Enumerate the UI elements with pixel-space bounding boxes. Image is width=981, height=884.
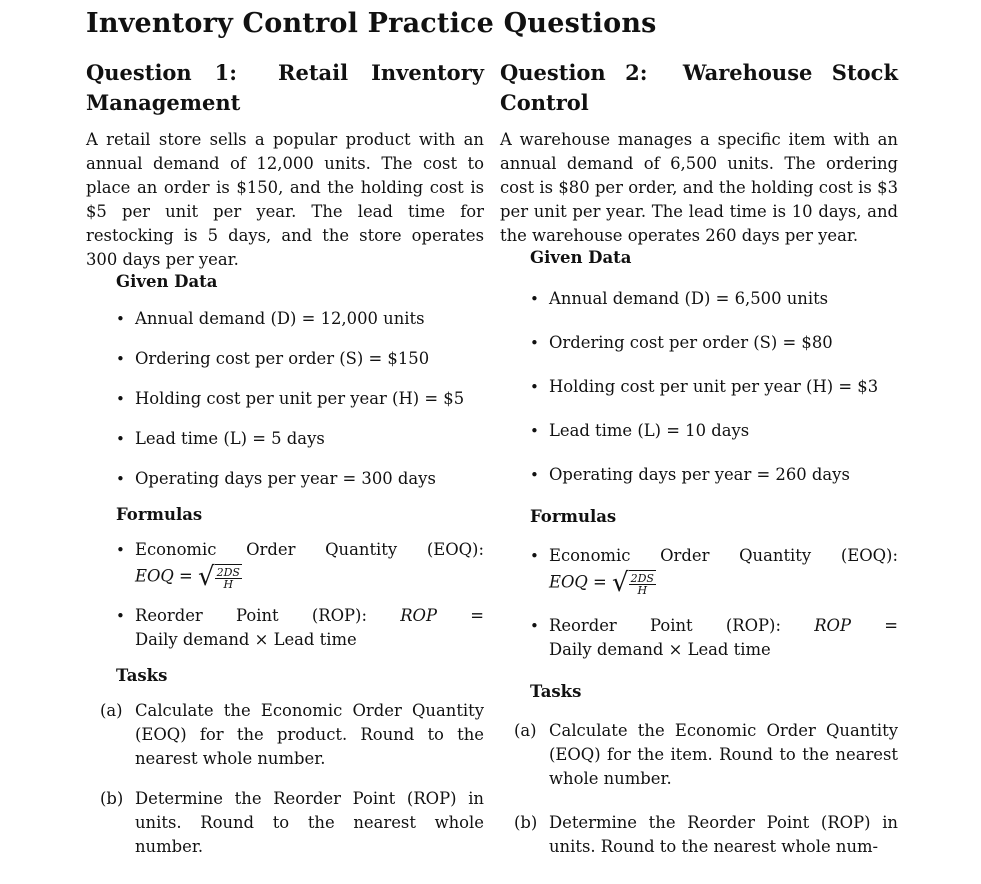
question-1-intro: A retail store sells a popular product with an annual demand of 12,000 units. The cost to place an order is $150, and the holding cost is $5 per unit per year. The lead time for restocking is 5 days, and the store operates 300 days per year. bbox=[86, 130, 484, 269]
heading-word: Question bbox=[86, 60, 192, 85]
formula-word: = bbox=[470, 606, 484, 625]
formula-word: = bbox=[884, 616, 898, 635]
given-data-heading: Given Data bbox=[530, 248, 632, 267]
formula-word: (EOQ): bbox=[840, 546, 898, 565]
formula-word: • Economic bbox=[135, 540, 217, 559]
heading-word: Question bbox=[500, 60, 606, 85]
formula-word: • Economic bbox=[549, 546, 631, 565]
eoq-formula bbox=[86, 538, 484, 590]
formula-word: (ROP): bbox=[725, 616, 781, 635]
formulas-list bbox=[86, 538, 484, 652]
fraction bbox=[215, 567, 242, 590]
given-data-list bbox=[86, 307, 484, 491]
task-label: (b) bbox=[514, 813, 538, 832]
question-1-heading-line2: Management bbox=[86, 90, 241, 115]
task-text: Calculate the Economic Order Quantity (EOQ) for the item. Round to the nearest whole number. bbox=[549, 721, 898, 788]
formula-word: • Reorder bbox=[549, 616, 617, 635]
given-item: • Holding cost per unit per year (H) = $3 bbox=[500, 375, 898, 399]
question-2-heading-line2: Control bbox=[500, 90, 589, 115]
task-text: Determine the Reorder Point (ROP) in units. Round to the nearest whole num- bbox=[549, 813, 898, 856]
task-item bbox=[86, 787, 484, 859]
given-item: • Annual demand (D) = 12,000 units bbox=[86, 307, 484, 331]
task-text: Determine the Reorder Point (ROP) in units. Round to the nearest whole number. bbox=[135, 789, 484, 856]
question-1-column bbox=[86, 58, 484, 859]
formula-word: (ROP): bbox=[311, 606, 367, 625]
task-item bbox=[500, 719, 898, 791]
given-item: • Holding cost per unit per year (H) = $5 bbox=[86, 387, 484, 411]
heading-word: Warehouse bbox=[682, 60, 813, 85]
given-item: • Ordering cost per order (S) = $80 bbox=[500, 331, 898, 355]
given-data-list bbox=[500, 287, 898, 487]
heading-word: Retail bbox=[278, 60, 349, 85]
fraction bbox=[629, 573, 656, 596]
task-item bbox=[500, 811, 898, 859]
formula-word: Order bbox=[660, 546, 710, 565]
fraction-numerator: 2DS bbox=[216, 566, 240, 579]
formula-word: Point bbox=[650, 616, 693, 635]
question-1-heading-line1 bbox=[86, 58, 484, 88]
given-item: • Operating days per year = 300 days bbox=[86, 467, 484, 491]
heading-word: Stock bbox=[831, 60, 898, 85]
tasks-list bbox=[500, 719, 898, 859]
question-2-heading-line1 bbox=[500, 58, 898, 88]
task-text: Calculate the Economic Order Quantity (EOQ) for the product. Round to the nearest whole number. bbox=[135, 701, 484, 768]
heading-word: 1: bbox=[214, 60, 238, 85]
question-2-column bbox=[500, 58, 898, 859]
question-1-heading bbox=[86, 58, 484, 118]
tasks-list bbox=[86, 699, 484, 859]
task-label: (b) bbox=[100, 789, 124, 808]
square-root: √ $\frac{2DS}{H}$ bbox=[198, 562, 240, 592]
heading-word: Inventory bbox=[371, 60, 484, 85]
rop-formula bbox=[500, 614, 898, 662]
formulas-heading: Formulas bbox=[116, 505, 203, 524]
eoq-formula bbox=[500, 544, 898, 596]
given-item: • Lead time (L) = 5 days bbox=[86, 427, 484, 451]
rop-formula bbox=[86, 604, 484, 652]
heading-word: 2: bbox=[625, 60, 648, 85]
task-label: (a) bbox=[100, 701, 123, 720]
page-title: Inventory Control Practice Questions bbox=[86, 8, 657, 39]
eoq-lhs: EOQ = bbox=[549, 572, 607, 592]
fraction-denominator: H bbox=[223, 578, 234, 591]
given-item: • Lead time (L) = 10 days bbox=[500, 419, 898, 443]
formula-word: Quantity bbox=[739, 546, 812, 565]
formula-word: Point bbox=[236, 606, 279, 625]
formula-word: • Reorder bbox=[135, 606, 203, 625]
fraction-numerator: 2DS bbox=[630, 572, 654, 585]
given-item: • Operating days per year = 260 days bbox=[500, 463, 898, 487]
formulas-heading: Formulas bbox=[530, 507, 617, 526]
formula-word: (EOQ): bbox=[426, 540, 484, 559]
tasks-heading: Tasks bbox=[530, 682, 582, 701]
fraction-denominator: H bbox=[637, 584, 648, 597]
given-item: • Ordering cost per order (S) = $150 bbox=[86, 347, 484, 371]
formulas-list bbox=[500, 544, 898, 662]
formula-word: ROP bbox=[814, 616, 851, 635]
formula-word: Quantity bbox=[325, 540, 398, 559]
task-label: (a) bbox=[514, 721, 537, 740]
rop-rhs: Daily demand × Lead time bbox=[549, 640, 771, 659]
tasks-heading: Tasks bbox=[116, 666, 168, 685]
formula-word: ROP bbox=[400, 606, 437, 625]
question-2-heading bbox=[500, 58, 898, 118]
eoq-lhs: EOQ = bbox=[135, 566, 193, 586]
given-data-heading: Given Data bbox=[116, 272, 218, 291]
formula-word: Order bbox=[246, 540, 296, 559]
given-item: • Annual demand (D) = 6,500 units bbox=[500, 287, 898, 311]
square-root: √ $\frac{2DS}{H}$ bbox=[612, 568, 654, 598]
task-item bbox=[86, 699, 484, 771]
question-2-intro: A warehouse manages a specific item with an annual demand of 6,500 units. The ordering cost is $80 per order, and the holding cost is $3 per unit per year. The lead time is 10 days, and the warehouse operates 260 days per year. bbox=[500, 130, 898, 245]
rop-rhs: Daily demand × Lead time bbox=[135, 630, 357, 649]
